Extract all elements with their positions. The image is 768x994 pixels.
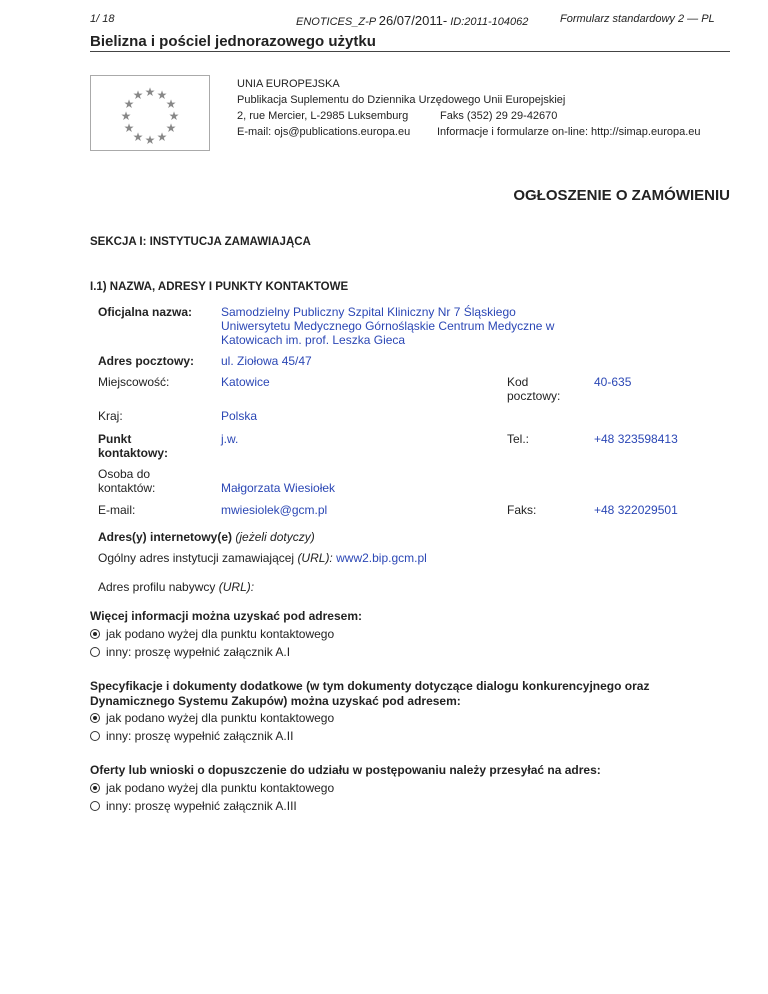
svg-text:★: ★ <box>156 88 168 102</box>
svg-text:★: ★ <box>165 97 177 111</box>
option-label: inny: proszę wypełnić załącznik A.III <box>106 799 297 813</box>
page-number: 1/ 18 <box>90 13 115 25</box>
notice-date: 26/07/2011- <box>378 13 448 28</box>
title-divider <box>90 51 730 52</box>
publisher-email: E-mail: ojs@publications.europa.eu <box>237 126 411 138</box>
city-label: Miejscowość: <box>98 375 170 389</box>
radio-selected-icon[interactable] <box>90 629 100 639</box>
svg-text:★: ★ <box>165 121 177 135</box>
notice-title: OGŁOSZENIE O ZAMÓWIENIU <box>513 187 730 204</box>
country-value: Polska <box>221 409 258 423</box>
option-label: jak podano wyżej dla punktu kontaktowego <box>106 627 335 641</box>
publisher-fax: Faks (352) 29 29-42670 <box>440 110 558 122</box>
tel-label: Tel.: <box>507 432 530 446</box>
contact-person-value: Małgorzata Wiesiołek <box>221 481 336 495</box>
official-name-line: Katowicach im. prof. Leszka Gieca <box>221 333 406 347</box>
zip-label-line: pocztowy: <box>507 389 561 403</box>
country-label: Kraj: <box>98 409 123 423</box>
general-address-row <box>98 551 427 565</box>
publisher-line2: Publikacja Suplementu do Dziennika Urzędowego Unii Europejskiej <box>237 94 566 106</box>
specs-question <box>90 679 730 709</box>
tel-value: +48 323598413 <box>594 432 678 446</box>
buyer-profile-row <box>98 580 254 594</box>
general-address-label: Ogólny adres instytucji zamawiającej <box>98 551 295 565</box>
radio-empty-icon[interactable] <box>90 731 100 741</box>
svg-text:★: ★ <box>156 130 168 144</box>
eu-flag-logo <box>90 75 210 151</box>
official-name-line: Samodzielny Publiczny Szpital Kliniczny Nr 7 Śląskiego <box>221 305 516 319</box>
option-label: inny: proszę wypełnić załącznik A.II <box>106 729 294 743</box>
url-label: (URL): <box>297 551 333 565</box>
contact-person-label-line: kontaktów: <box>98 481 156 495</box>
document-title: Bielizna i pościel jednorazowego użytku <box>90 33 376 50</box>
radio-empty-icon[interactable] <box>90 647 100 657</box>
specs-option-other[interactable] <box>90 729 293 743</box>
zip-label-line: Kod <box>507 375 529 389</box>
fax-label: Faks: <box>507 503 537 517</box>
svg-text:★: ★ <box>144 85 156 99</box>
publisher-line1: UNIA EUROPEJSKA <box>237 78 340 90</box>
official-name-value <box>221 305 554 347</box>
notice-id: ID:2011-104062 <box>450 16 529 28</box>
contact-point-label-line: kontaktowy: <box>98 446 169 460</box>
eu-stars-icon <box>91 76 209 150</box>
svg-text:★: ★ <box>132 88 144 102</box>
postal-address-value: ul. Ziołowa 45/47 <box>221 354 312 368</box>
contact-point-label-line: Punkt <box>98 432 132 446</box>
option-label: inny: proszę wypełnić załącznik A.I <box>106 645 291 659</box>
more-info-option-same[interactable] <box>90 627 334 641</box>
specs-question-line: Specyfikacje i dokumenty dodatkowe (w tym dokumenty dotyczące dialogu konkurencyjnego oraz <box>90 679 650 693</box>
radio-selected-icon[interactable] <box>90 713 100 723</box>
buyer-profile-label: Adres profilu nabywcy <box>98 580 216 594</box>
fax-value: +48 322029501 <box>594 503 678 517</box>
web-addresses-heading <box>98 530 315 544</box>
radio-selected-icon[interactable] <box>90 783 100 793</box>
form-name: Formularz standardowy 2 — PL <box>560 13 715 25</box>
svg-text:★: ★ <box>123 121 135 135</box>
specs-option-same[interactable] <box>90 711 334 725</box>
notice-reference <box>296 13 528 28</box>
publisher-info: Informacje i formularze on-line: http://simap.europa.eu <box>437 126 701 138</box>
radio-empty-icon[interactable] <box>90 801 100 811</box>
official-name-label: Oficjalna nazwa: <box>98 305 193 319</box>
offers-option-same[interactable] <box>90 781 334 795</box>
more-info-question: Więcej informacji można uzyskać pod adresem: <box>90 609 362 623</box>
section-heading: SEKCJA I: INSTYTUCJA ZAMAWIAJĄCA <box>90 236 311 248</box>
svg-text:★: ★ <box>123 97 135 111</box>
option-label: jak podano wyżej dla punktu kontaktowego <box>106 711 335 725</box>
svg-text:★: ★ <box>132 130 144 144</box>
notice-prefix: ENOTICES_Z-P <box>296 16 376 28</box>
offers-question: Oferty lub wnioski o dopuszczenie do udziału w postępowaniu należy przesyłać na adres: <box>90 763 601 777</box>
city-value: Katowice <box>221 375 270 389</box>
more-info-option-other[interactable] <box>90 645 290 659</box>
svg-text:★: ★ <box>168 109 180 123</box>
email-value[interactable]: mwiesiolek@gcm.pl <box>221 503 328 517</box>
web-heading-note: (jeżeli dotyczy) <box>235 530 315 544</box>
svg-text:★: ★ <box>144 133 156 147</box>
contact-point-value: j.w. <box>221 432 239 446</box>
svg-text:★: ★ <box>120 109 132 123</box>
contact-point-label <box>98 432 168 460</box>
zip-value: 40-635 <box>594 375 632 389</box>
option-label: jak podano wyżej dla punktu kontaktowego <box>106 781 335 795</box>
publisher-address: 2, rue Mercier, L-2985 Luksemburg <box>237 110 409 122</box>
general-address-link[interactable]: www2.bip.gcm.pl <box>336 551 427 565</box>
section-subheading: I.1) NAZWA, ADRESY I PUNKTY KONTAKTOWE <box>90 281 349 293</box>
postal-address-label: Adres pocztowy: <box>98 354 195 368</box>
zip-label <box>507 375 560 403</box>
official-name-line: Uniwersytetu Medycznego Górnośląskie Centrum Medyczne w <box>221 319 555 333</box>
contact-person-label <box>98 467 155 495</box>
specs-question-line: Dynamicznego Systemu Zakupów) można uzyskać pod adresem: <box>90 694 461 708</box>
email-label: E-mail: <box>98 503 136 517</box>
contact-person-label-line: Osoba do <box>98 467 151 481</box>
url-label: (URL): <box>218 580 255 594</box>
web-heading-text: Adres(y) internetowy(e) <box>98 530 233 544</box>
offers-option-other[interactable] <box>90 799 297 813</box>
